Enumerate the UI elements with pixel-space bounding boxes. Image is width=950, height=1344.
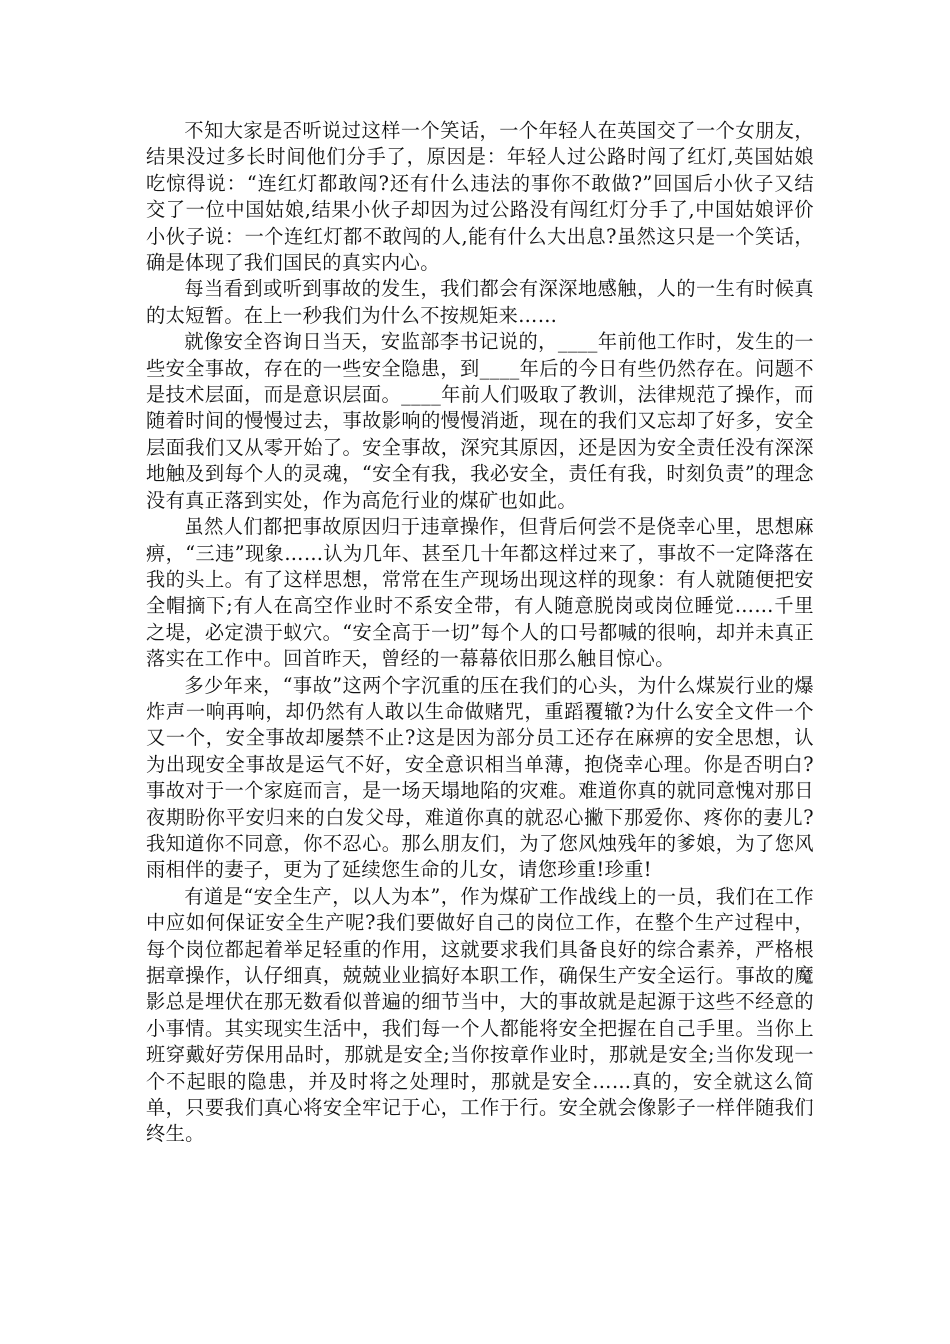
paragraph-accident-feeling: 每当看到或听到事故的发生，我们都会有深深地感触，人的一生有时候真的太短暂。在上一秒我们为什么不按规矩来……	[146, 277, 814, 327]
paragraph-joke: 不知大家是否听说过这样一个笑话，一个年轻人在英国交了一个女朋友，结果没过多长时间他们分手了，原因是：年轻人过公路时闯了红灯,英国姑娘吃惊得说：“连红灯都敢闯?还有什么违法的事你不敢做?”回国后小伙子又结交了一位中国姑娘,结果小伙子却因为过公路没有闯红灯分手了,中国姑娘评价小伙子说：一个连红灯都不敢闯的人,能有什么大出息?虽然这只是一个笑话，确是体现了我们国民的真实内心。	[146, 119, 814, 275]
document-body	[146, 118, 814, 1148]
paragraph-violation-causes: 虽然人们都把事故原因归于违章操作，但背后何尝不是侥幸心里，思想麻痹，“三违”现象……认为几年、甚至几十年都这样过来了，事故不一定降落在我的头上。有了这样思想，常常在生产现场出现这样的现象：有人就随便把安全帽摘下;有人在高空作业时不系安全带，有人随意脱岗或岗位睡觉……千里之堤，必定溃于蚁穴。“安全高于一切”每个人的口号都喊的很响，却并未真正落实在工作中。回首昨天，曾经的一幕幕依旧那么触目惊心。	[146, 515, 814, 671]
paragraph-safety-day: 就像安全咨询日当天，安监部李书记说的，____年前他工作时，发生的一些安全事故，存在的一些安全隐患，到____年后的今日有些仍然存在。问题不是技术层面，而是意识层面。____年前人们吸取了教训，法律规范了操作，而随着时间的慢慢过去，事故影响的慢慢消逝，现在的我们又忘却了好多，安全层面我们又从零开始了。安全事故，深究其原因，还是因为安全责任没有深深地触及到每个人的灵魂，“安全有我，我必安全，责任有我，时刻负责”的理念没有真正落到实处，作为高危行业的煤矿也如此。	[146, 330, 814, 512]
paragraph-family-plea: 多少年来，“事故”这两个字沉重的压在我们的心头，为什么煤炭行业的爆炸声一响再响，却仍然有人敢以生命做赌咒，重蹈覆辙?为什么安全文件一个又一个，安全事故却屡禁不止?这是因为部分员工还存在麻痹的安全思想，认为出现安全事故是运气不好，安全意识相当单薄，抱侥幸心理。你是否明白?事故对于一个家庭而言，是一场天塌地陷的灾难。难道你真的就同意愧对那日夜期盼你平安归来的白发父母，难道你真的就忍心撇下那爱你、疼你的妻儿?我知道你不同意，你不忍心。那么朋友们，为了您风烛残年的爹娘，为了您风雨相伴的妻子，更为了延续您生命的儿女，请您珍重!珍重!	[146, 673, 814, 882]
paragraph-safety-conclusion: 有道是“安全生产，以人为本”，作为煤矿工作战线上的一员，我们在工作中应如何保证安全生产呢?我们要做好自己的岗位工作，在整个生产过程中，每个岗位都起着举足轻重的作用，这就要求我们具备良好的综合素养，严格根据章操作，认仔细真，兢兢业业搞好本职工作，确保生产安全运行。事故的魔影总是埋伏在那无数看似普遍的细节当中，大的事故就是起源于这些不经意的小事情。其实现实生活中，我们每一个人都能将安全把握在自己手里。当你上班穿戴好劳保用品时，那就是安全;当你按章作业时，那就是安全;当你发现一个不起眼的隐患，并及时将之处理时，那就是安全……真的，安全就这么简单，只要我们真心将安全牢记于心，工作于行。安全就会像影子一样伴随我们终生。	[146, 884, 814, 1146]
